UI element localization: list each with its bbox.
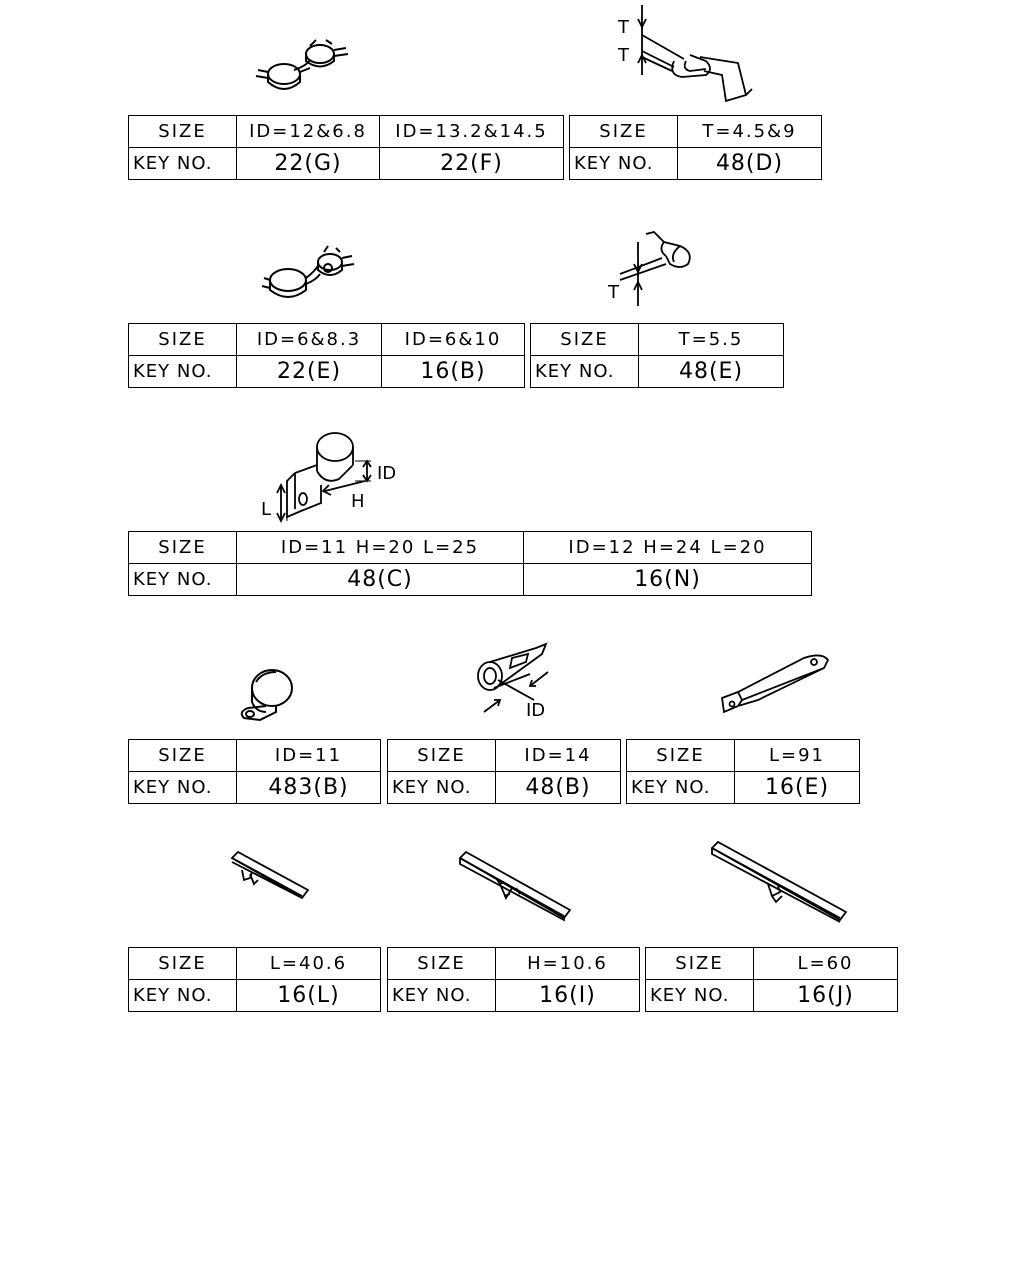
dimension-label-t: T bbox=[618, 45, 629, 66]
size-value: ID=12&6.8 bbox=[237, 116, 380, 148]
spring-clip-drawing bbox=[600, 228, 710, 308]
size-value: H=10.6 bbox=[496, 948, 640, 980]
size-value: T=4.5&9 bbox=[678, 116, 822, 148]
key-no-label: KEY NO. bbox=[531, 356, 639, 388]
key-no-label: KEY NO. bbox=[129, 564, 237, 596]
key-no-value: 48(D) bbox=[678, 148, 822, 180]
key-no-value: 22(F) bbox=[380, 148, 564, 180]
dimension-label-t: T bbox=[608, 282, 619, 303]
spec-table bbox=[626, 739, 860, 804]
size-value: T=5.5 bbox=[639, 324, 784, 356]
spec-table bbox=[530, 323, 784, 388]
spring-clip-drawing bbox=[610, 5, 760, 105]
size-value: L=60 bbox=[754, 948, 898, 980]
size-value: ID=6&8.3 bbox=[237, 324, 382, 356]
flat-strap-drawing bbox=[718, 652, 832, 718]
size-label: SIZE bbox=[531, 324, 639, 356]
dimension-label-l: L bbox=[261, 499, 272, 520]
spec-table bbox=[128, 115, 564, 180]
bar-clip-drawing bbox=[228, 850, 310, 902]
size-label: SIZE bbox=[627, 740, 735, 772]
spec-table bbox=[387, 739, 621, 804]
size-label: SIZE bbox=[646, 948, 754, 980]
spec-table bbox=[128, 531, 812, 596]
size-value: L=40.6 bbox=[237, 948, 381, 980]
size-label: SIZE bbox=[388, 740, 496, 772]
double-pipe-clip-drawing bbox=[258, 240, 358, 308]
key-no-value: 16(J) bbox=[754, 980, 898, 1012]
key-no-value: 16(I) bbox=[496, 980, 640, 1012]
double-pipe-clip-drawing bbox=[250, 30, 360, 100]
key-no-value: 16(B) bbox=[382, 356, 525, 388]
spec-table bbox=[128, 947, 381, 1012]
key-no-label: KEY NO. bbox=[129, 772, 237, 804]
spec-table bbox=[128, 323, 525, 388]
key-no-value: 483(B) bbox=[237, 772, 381, 804]
key-no-label: KEY NO. bbox=[627, 772, 735, 804]
size-label: SIZE bbox=[129, 740, 237, 772]
key-no-label: KEY NO. bbox=[388, 772, 496, 804]
key-no-value: 22(E) bbox=[237, 356, 382, 388]
size-label: SIZE bbox=[570, 116, 678, 148]
key-no-label: KEY NO. bbox=[646, 980, 754, 1012]
key-no-value: 16(E) bbox=[735, 772, 860, 804]
dimension-label-h: H bbox=[351, 491, 365, 512]
key-no-label: KEY NO. bbox=[388, 980, 496, 1012]
size-value: ID=11 H=20 L=25 bbox=[237, 532, 524, 564]
key-no-label: KEY NO. bbox=[570, 148, 678, 180]
size-value: ID=11 bbox=[237, 740, 381, 772]
size-label: SIZE bbox=[129, 116, 237, 148]
key-no-value: 48(C) bbox=[237, 564, 524, 596]
dimension-label-id: ID bbox=[526, 700, 546, 721]
key-no-value: 16(L) bbox=[237, 980, 381, 1012]
key-no-label: KEY NO. bbox=[129, 148, 237, 180]
p-clip-with-dimensions-drawing bbox=[255, 425, 415, 525]
size-value: ID=13.2&14.5 bbox=[380, 116, 564, 148]
spec-table bbox=[128, 739, 381, 804]
cable-clip-with-id-drawing bbox=[470, 640, 570, 720]
size-value: L=91 bbox=[735, 740, 860, 772]
dimension-label-id: ID bbox=[377, 463, 397, 484]
key-no-value: 48(B) bbox=[496, 772, 621, 804]
key-no-label: KEY NO. bbox=[129, 980, 237, 1012]
spec-table bbox=[387, 947, 640, 1012]
size-value: ID=12 H=24 L=20 bbox=[524, 532, 812, 564]
size-value: ID=14 bbox=[496, 740, 621, 772]
key-no-label: KEY NO. bbox=[129, 356, 237, 388]
bar-clip-drawing bbox=[708, 838, 850, 924]
bar-clip-drawing bbox=[456, 848, 576, 924]
key-no-value: 16(N) bbox=[524, 564, 812, 596]
loop-clip-drawing bbox=[236, 662, 300, 726]
size-label: SIZE bbox=[129, 532, 237, 564]
spec-table bbox=[569, 115, 822, 180]
key-no-value: 48(E) bbox=[639, 356, 784, 388]
size-value: ID=6&10 bbox=[382, 324, 525, 356]
size-label: SIZE bbox=[129, 324, 237, 356]
dimension-label-t: T bbox=[618, 17, 629, 38]
size-label: SIZE bbox=[129, 948, 237, 980]
spec-table bbox=[645, 947, 898, 1012]
key-no-value: 22(G) bbox=[237, 148, 380, 180]
size-label: SIZE bbox=[388, 948, 496, 980]
